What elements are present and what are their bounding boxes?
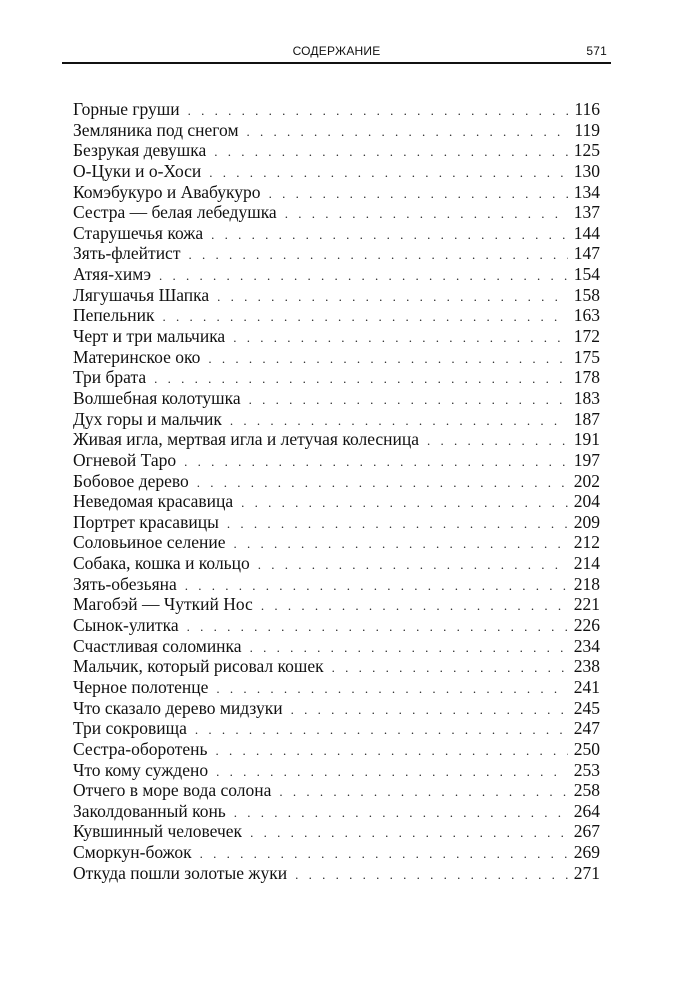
toc-entry-page: 214 (573, 553, 600, 574)
dot-leader (233, 328, 568, 349)
toc-entry (73, 223, 600, 244)
toc-entry-page: 183 (573, 387, 600, 408)
toc-entry-title: Отчего в море вода солона (73, 780, 272, 801)
toc-entry-title: Три сокровища (73, 718, 187, 739)
dot-leader (216, 679, 567, 700)
toc-entry-page: 234 (573, 635, 600, 656)
dot-leader (184, 452, 568, 473)
toc-entry-title: Земляника под снегом (73, 119, 239, 140)
dot-leader (247, 122, 569, 143)
toc-entry-page: 147 (573, 243, 600, 264)
dot-leader (216, 762, 568, 783)
table-of-contents (73, 99, 600, 883)
toc-entry-page: 241 (573, 676, 600, 697)
dot-leader (291, 700, 568, 721)
toc-entry-title: Сынок-улитка (73, 615, 179, 636)
toc-entry-page: 258 (573, 780, 600, 801)
dot-leader (209, 163, 567, 184)
toc-entry (73, 594, 600, 615)
toc-entry-title: Старушечья кожа (73, 222, 204, 243)
toc-entry (73, 182, 600, 203)
toc-entry-title: Соловьиное селение (73, 532, 226, 553)
toc-entry-title: Мальчик, который рисовал кошек (73, 656, 324, 677)
dot-leader (208, 349, 567, 370)
toc-entry-page: 271 (573, 862, 600, 883)
dot-leader (217, 287, 568, 308)
dot-leader (216, 741, 568, 762)
dot-leader (258, 555, 568, 576)
dot-leader (188, 101, 569, 122)
toc-entry-title: Что сказало дерево мидзуки (73, 697, 283, 718)
toc-entry (73, 801, 600, 822)
dot-leader (230, 411, 568, 432)
toc-entry-title: Атяя-химэ (73, 264, 152, 285)
dot-leader (197, 473, 568, 494)
toc-entry-page: 267 (573, 821, 600, 842)
toc-entry (73, 326, 600, 347)
toc-entry (73, 698, 600, 719)
toc-entry-page: 245 (573, 697, 600, 718)
toc-entry-page: 163 (573, 305, 600, 326)
running-header (62, 40, 611, 64)
toc-entry-title: Три брата (73, 367, 147, 388)
toc-entry (73, 760, 600, 781)
dot-leader (214, 142, 568, 163)
dot-leader (187, 617, 568, 638)
toc-entry-page: 144 (573, 222, 600, 243)
toc-entry-page: 212 (573, 532, 600, 553)
toc-entry-title: Безрукая девушка (73, 140, 207, 161)
dot-leader (269, 184, 568, 205)
toc-entry-page: 204 (573, 491, 600, 512)
toc-entry (73, 491, 600, 512)
toc-entry-title: Сестра-оборотень (73, 738, 208, 759)
toc-entry (73, 780, 600, 801)
toc-entry-title: Дух горы и мальчик (73, 408, 222, 429)
dot-leader (200, 844, 568, 865)
section-title: СОДЕРЖАНИЕ (292, 44, 381, 58)
toc-entry-page: 247 (573, 718, 600, 739)
toc-entry-title: Неведомая красавица (73, 491, 234, 512)
toc-entry (73, 450, 600, 471)
toc-entry (73, 243, 600, 264)
dot-leader (427, 431, 568, 452)
toc-entry-title: Зять-обезьяна (73, 573, 177, 594)
toc-entry-page: 130 (573, 160, 600, 181)
toc-entry (73, 99, 600, 120)
toc-entry-title: Бобовое дерево (73, 470, 189, 491)
toc-entry-page: 175 (573, 346, 600, 367)
toc-entry-title: Комэбукуро и Авабукуро (73, 181, 261, 202)
toc-entry-title: Портрет красавицы (73, 511, 219, 532)
toc-entry-page: 221 (573, 594, 600, 615)
toc-entry-title: Черт и три мальчика (73, 326, 226, 347)
dot-leader (159, 266, 568, 287)
dot-leader (261, 596, 568, 617)
toc-entry-page: 269 (573, 842, 600, 863)
toc-entry-page: 250 (573, 738, 600, 759)
toc-entry-page: 172 (573, 326, 600, 347)
toc-entry-page: 191 (573, 429, 600, 450)
toc-entry-page: 187 (573, 408, 600, 429)
toc-entry-title: Черное полотенце (73, 676, 209, 697)
toc-entry (73, 429, 600, 450)
toc-entry-title: Материнское око (73, 346, 201, 367)
toc-entry-page: 218 (573, 573, 600, 594)
toc-entry-page: 178 (573, 367, 600, 388)
dot-leader (285, 204, 568, 225)
toc-entry-page: 119 (574, 119, 600, 140)
toc-entry (73, 739, 600, 760)
dot-leader (227, 514, 568, 535)
toc-entry (73, 120, 600, 141)
toc-entry (73, 512, 600, 533)
dot-leader (241, 493, 568, 514)
toc-entry (73, 842, 600, 863)
toc-entry (73, 863, 600, 884)
toc-entry-title: Собака, кошка и кольцо (73, 553, 250, 574)
toc-entry-page: 116 (574, 99, 600, 119)
toc-entry-title: Горные груши (73, 99, 180, 119)
dot-leader (234, 803, 568, 824)
dot-leader (162, 307, 567, 328)
toc-entry-page: 238 (573, 656, 600, 677)
toc-entry (73, 532, 600, 553)
dot-leader (295, 865, 568, 886)
toc-entry (73, 656, 600, 677)
toc-entry-title: Сестра — белая лебедушка (73, 202, 277, 223)
toc-entry (73, 471, 600, 492)
dot-leader (188, 245, 567, 266)
toc-entry-title: Волшебная колотушка (73, 387, 241, 408)
toc-entry (73, 347, 600, 368)
toc-entry (73, 388, 600, 409)
dot-leader (279, 782, 567, 803)
toc-entry (73, 615, 600, 636)
toc-entry (73, 202, 600, 223)
toc-entry (73, 718, 600, 739)
toc-entry (73, 821, 600, 842)
toc-entry (73, 367, 600, 388)
toc-entry-title: Живая игла, мертвая игла и летучая колесница (73, 429, 420, 450)
toc-entry-page: 202 (573, 470, 600, 491)
toc-entry-page: 134 (573, 181, 600, 202)
toc-entry-page: 154 (573, 264, 600, 285)
page-number: 571 (586, 44, 607, 58)
toc-entry-page: 209 (573, 511, 600, 532)
toc-entry-page: 158 (573, 284, 600, 305)
dot-leader (249, 390, 568, 411)
toc-entry (73, 636, 600, 657)
toc-entry-title: Сморкун-божок (73, 842, 192, 863)
toc-entry-title: Откуда пошли золотые жуки (73, 862, 288, 883)
toc-entry (73, 140, 600, 161)
toc-entry-title: Что кому суждено (73, 759, 209, 780)
toc-entry-page: 125 (573, 140, 600, 161)
dot-leader (234, 534, 568, 555)
toc-entry (73, 409, 600, 430)
dot-leader (185, 576, 568, 597)
toc-entry-page: 137 (573, 202, 600, 223)
dot-leader (195, 720, 568, 741)
toc-entry-title: Магобэй — Чуткий Нос (73, 594, 253, 615)
toc-entry-page: 264 (573, 800, 600, 821)
toc-entry (73, 677, 600, 698)
toc-entry-title: Огневой Таро (73, 449, 177, 470)
dot-leader (211, 225, 568, 246)
toc-entry (73, 305, 600, 326)
toc-entry (73, 285, 600, 306)
dot-leader (332, 658, 568, 679)
toc-entry (73, 161, 600, 182)
toc-entry-title: Зять-флейтист (73, 243, 181, 264)
dot-leader (250, 823, 568, 844)
dot-leader (250, 638, 568, 659)
toc-entry-title: Заколдованный конь (73, 800, 226, 821)
toc-entry-title: Кувшинный человечек (73, 821, 243, 842)
toc-entry (73, 553, 600, 574)
toc-entry-page: 253 (573, 759, 600, 780)
toc-entry (73, 574, 600, 595)
dot-leader (154, 369, 568, 390)
toc-entry-title: Счастливая соломинка (73, 635, 242, 656)
toc-entry-page: 226 (573, 615, 600, 636)
toc-entry-title: О-Цуки и о-Хоси (73, 160, 202, 181)
toc-entry-title: Лягушачья Шапка (73, 284, 210, 305)
toc-entry (73, 264, 600, 285)
toc-entry-page: 197 (573, 449, 600, 470)
toc-entry-title: Пепельник (73, 305, 155, 326)
